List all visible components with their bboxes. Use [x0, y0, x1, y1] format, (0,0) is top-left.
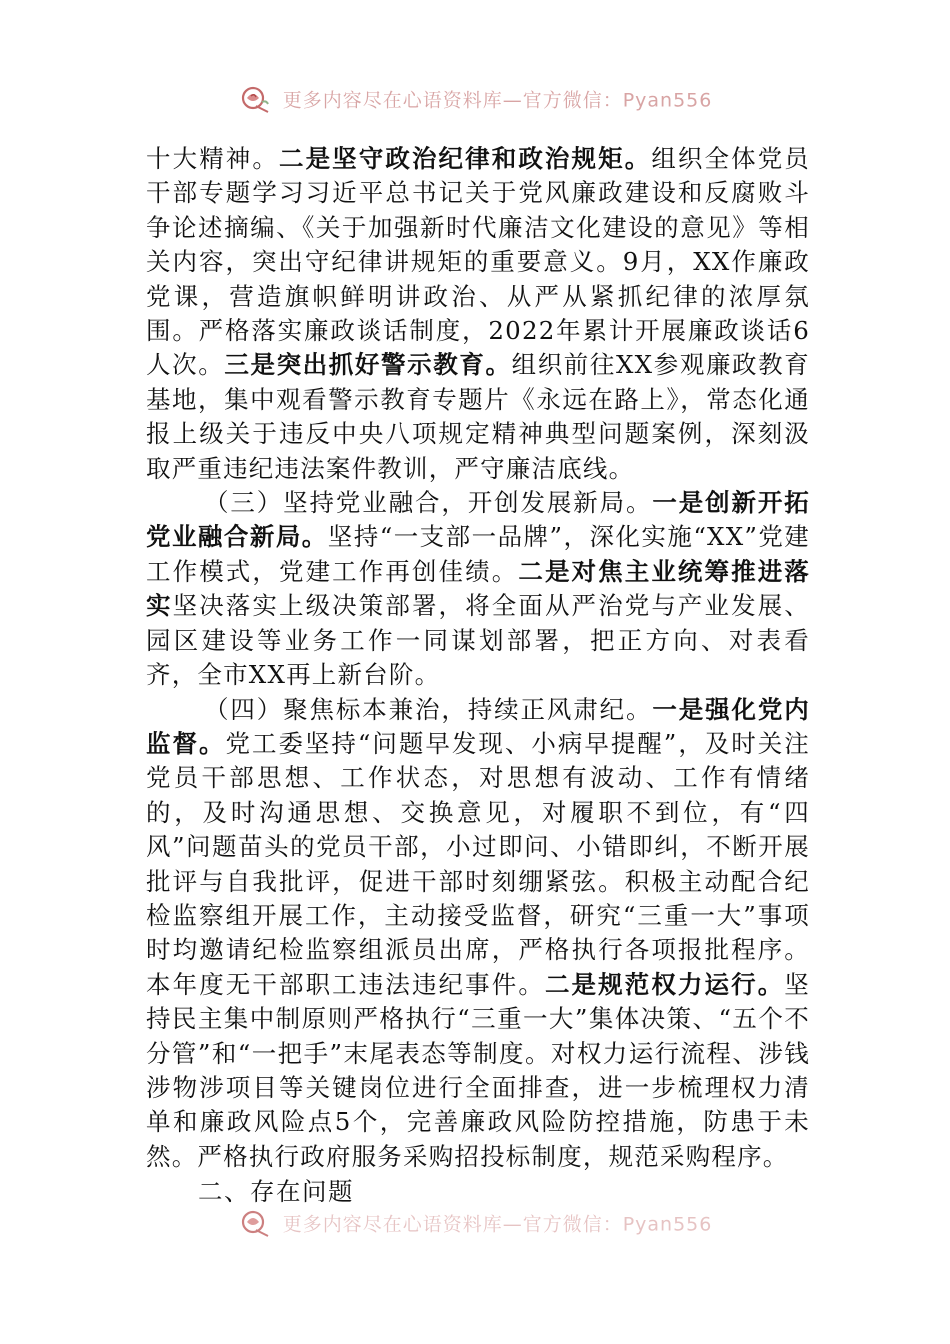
text-run: 组织前往XX参观廉政教育基地，集中观看警示教育专题片《永远在路上》，常态化通报上级关于违反中央八项规定精神典型问题案例，深刻汲取严重违纪违法案件教训，严守廉洁底线。: [146, 350, 810, 483]
paragraph-2: [146, 486, 810, 692]
bold-run: 三是突出抓好警示教育。: [224, 350, 512, 380]
bold-run: 一是强化党内监督。: [146, 694, 810, 758]
text-run: 组织全体党员干部专题学习习近平总书记关于党风廉政建设和反腐败斗争论述摘编、《关于加强新时代廉洁文化建设的意见》等相关内容，突出守纪律讲规矩的重要意义。9月，XX作廉政党课，营造旗帜鲜明讲政治、从严从紧抓纪律的浓厚氛围。严格落实廉政谈话制度，2022年累计开展廉政谈话6人次。: [146, 144, 811, 380]
rose-logo-icon: [238, 1208, 272, 1238]
document-body: [146, 142, 810, 1210]
section-heading: 二、存在问题: [198, 1177, 354, 1207]
bold-run: 二是坚守政治纪律和政治规矩。: [278, 144, 652, 173]
text-run: （四）聚焦标本兼治，持续正风肃纪。: [204, 694, 653, 724]
watermark-top: [0, 84, 950, 114]
text-run: 坚决落实上级决策部署，将全面从严治党与产业发展、园区建设等业务工作一同谋划部署，把正方向、对表看齐，全市XX再上新台阶。: [146, 591, 810, 690]
paragraph-3: [146, 693, 810, 1175]
watermark-bottom: [0, 1208, 950, 1238]
bold-run: 二是对焦主业统筹推进落实: [146, 556, 810, 621]
text-run: （三）坚持党业融合，开创发展新局。: [204, 488, 653, 518]
watermark-bottom-text: 更多内容尽在心语资料库—官方微信：Pyan556: [282, 1213, 713, 1236]
paragraph-1: [146, 142, 810, 486]
rose-logo-icon: [238, 84, 272, 114]
text-run: 坚持民主集中制原则严格执行“三重一大”集体决策、“五个不分管”和“一把手”末尾表态等制度。对权力运行流程、涉钱涉物涉项目等关键岗位进行全面排查，进一步梳理权力清单和廉政风险点5个，完善廉政风险防控措施，防患于未然。严格执行政府服务采购招投标制度，规范采购程序。: [146, 969, 810, 1171]
bold-run: 一是创新开拓党业融合新局。: [146, 488, 810, 552]
text-run: 十大精神。: [146, 144, 279, 173]
bold-run: 二是规范权力运行。: [544, 969, 785, 999]
text-run: 坚持“一支部一品牌”，深化实施“XX”党建工作模式，党建工作再创佳绩。: [146, 522, 811, 586]
text-run: 党工委坚持“问题早发现、小病早提醒”，及时关注党员干部思想、工作状态，对思想有波动、工作有情绪的，及时沟通思想、交换意见，对履职不到位，有“四风”问题苗头的党员干部，小过即问、小错即纠，不断开展批评与自我批评，促进干部时刻绷紧弦。积极主动配合纪检监察组开展工作，主动接受监督，研究“三重一大”事项时均邀请纪检监察组派员出席，严格执行各项报批程序。本年度无干部职工违法违纪事件。: [146, 728, 810, 999]
watermark-top-text: 更多内容尽在心语资料库—官方微信：Pyan556: [282, 89, 713, 112]
